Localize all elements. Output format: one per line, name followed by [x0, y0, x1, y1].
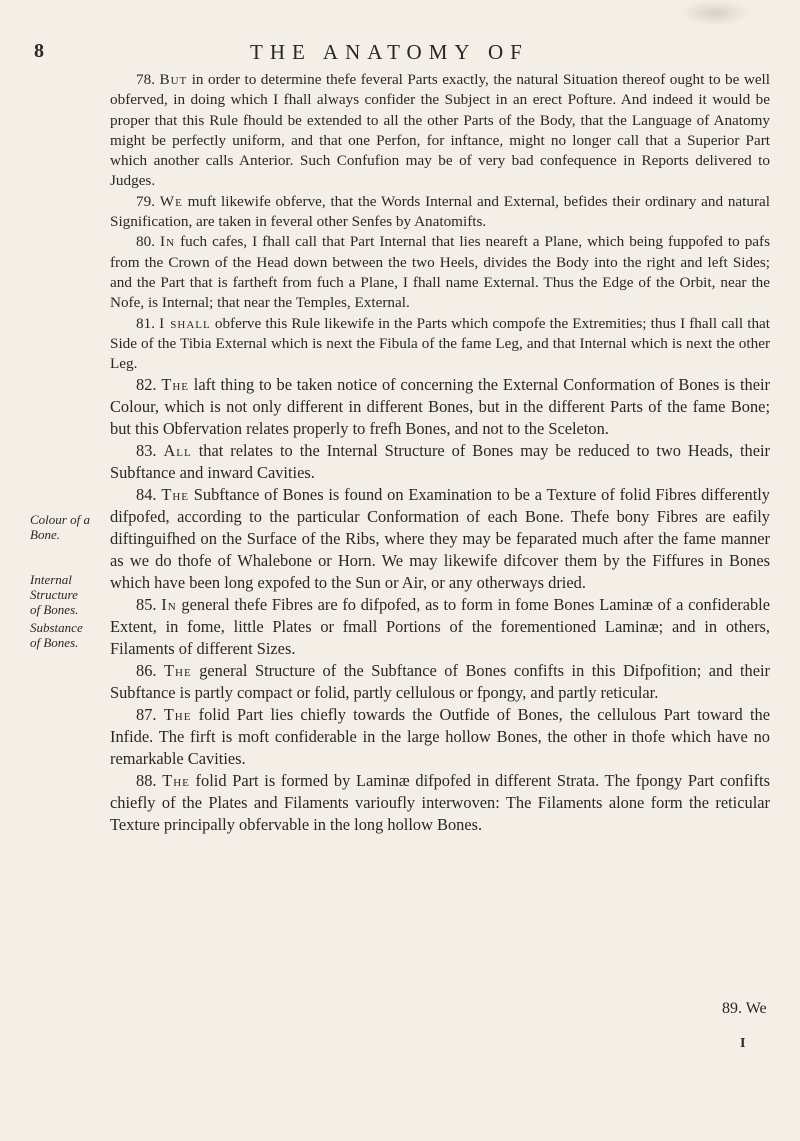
paragraph-text: that relates to the Internal Structure of Bones may be reduced to two Heads, their Subftance and inward Cavities.: [110, 441, 770, 483]
paragraph-lead: The: [162, 771, 190, 791]
paragraph-lead: All: [163, 441, 192, 461]
paragraph-88: [110, 770, 770, 836]
paragraph-text: general thefe Fibres are fo difpofed, as to form in fome Bones Laminæ of a confiderable Extent, in fome, little Plates or fmall Portions of the forementioned Laminæ; and in others, Filaments of different Sizes.: [110, 595, 770, 659]
paragraph-text: Subftance of Bones is found on Examination to be a Texture of folid Fibres differently difpofed, according to the particular Conformation of each Bone. Thefe bony Fibres are eafily diftinguifhed on the Surface of the Ribs, where they may be feparated much after the fame manner as we do thofe of Whalebone or Horn. We may likewife difcover them by the Fiffures in Bones which have been long expofed to the Sun or Air, or any otherways dried.: [110, 485, 770, 593]
paragraph-text: general Structure of the Subftance of Bones confifts in this Difpofition; and their Subftance is partly compact or folid, partly cellulous or fpongy, and partly reticular.: [110, 661, 770, 703]
paragraph-lead: We: [159, 192, 183, 210]
paragraph-number: 86.: [136, 661, 157, 681]
paper-stain: [680, 0, 750, 26]
paragraph-85: [110, 594, 770, 660]
margin-note-internal-structure: Internal Structure of Bones.: [30, 572, 79, 617]
margin-note-colour: Colour of a Bone.: [30, 512, 90, 542]
paragraph-text: muft likewife obferve, that the Words Internal and External, befides their ordinary and natural Signification, are taken in feveral other Senfes by Anatomifts.: [110, 192, 771, 231]
paragraph-number: 78.: [136, 71, 155, 88]
page-number: 8: [34, 40, 44, 62]
paragraph-number: 83.: [136, 441, 157, 461]
paragraph-number: 88.: [136, 771, 157, 791]
paragraph-82: [110, 374, 770, 440]
paragraph-lead: But: [159, 71, 188, 88]
paragraph-number: 87.: [136, 705, 157, 725]
paragraph-number: 82.: [136, 375, 157, 395]
paragraph-text: laft thing to be taken notice of concerning the External Conformation of Bones is their Colour, which is not only different in different Bones, but in the different Parts of the fame Bone; but this Obfervation relates properly to frefh Bones, and not to the Sceleton.: [110, 375, 770, 439]
paragraph-lead: The: [164, 661, 192, 681]
paragraph-lead: The: [161, 375, 189, 395]
paragraph-text: obferve this Rule likewife in the Parts which compofe the Extremities; thus I fhall call that Side of the Tibia External which is next the Fibula of the fame Leg, and that Internal which is next the other Leg.: [110, 314, 770, 373]
paragraph-number: 84.: [136, 485, 157, 505]
paragraph-text: fuch cafes, I fhall call that Part Internal that lies neareft a Plane, which being fuppofed to pafs from the Crown of the Head down between the two Heels, divides the Body into the right and left Sides; and the Part that is fartheft from fuch a Plane, I fhall name External. Thus the Edge of the Orbit, near the Nofe, is Internal; that near the Temples, External.: [110, 233, 771, 312]
paragraph-lead: The: [161, 485, 189, 505]
paragraph-lead: In: [160, 233, 176, 251]
paragraph-number: 81.: [136, 314, 155, 332]
paragraph-number: 79.: [136, 192, 155, 210]
paragraph-83: [110, 440, 770, 484]
paragraph-lead: The: [163, 705, 192, 725]
paragraph-84: [110, 484, 770, 594]
catchword: 89. We: [722, 1000, 767, 1017]
running-head: THE ANATOMY OF: [250, 40, 529, 64]
body-text: [110, 70, 770, 836]
paragraph-lead: In: [161, 595, 177, 615]
paragraph-text: folid Part is formed by Laminæ difpofed in different Strata. The fpongy Part confifts chiefly of the Plates and Filaments varioufly interwoven: The Filaments alone form the reticular Texture principally obfervable in the long hollow Bones.: [110, 771, 770, 835]
paragraph-text: folid Part lies chiefly towards the Outfide of Bones, the cellulous Part toward the Infide. The firft is moft confiderable in the large hollow Bones, the other in thofe which have no remarkable Cavities.: [110, 705, 770, 769]
paragraph-78: [110, 70, 770, 192]
paragraph-87: [110, 704, 770, 770]
paragraph-80: [110, 232, 770, 313]
paragraph-86: [110, 660, 770, 704]
paragraph-81: [110, 314, 770, 375]
paragraph-number: 80.: [136, 233, 155, 251]
paragraph-number: 85.: [136, 595, 157, 615]
signature-mark: I: [740, 1036, 746, 1051]
paragraph-lead: I shall: [159, 314, 211, 332]
paragraph-text: in order to determine thefe feveral Parts exactly, the natural Situation thereof ought to be well obferved, in doing which I fhall always confider the Subject in an erect Pofture. And indeed it would be proper that this Rule fhould be extended to all the other Parts of the Body, that the Language of Anatomy might be perfectly uniform, and that one Perfon, for inftance, might no longer call that a Superior Part which another calls Anterior. Such Confufion may be of very bad confequence in Reports delivered to Judges.: [110, 71, 770, 190]
paragraph-79: [110, 192, 770, 233]
margin-note-substance: Substance of Bones.: [30, 620, 83, 650]
